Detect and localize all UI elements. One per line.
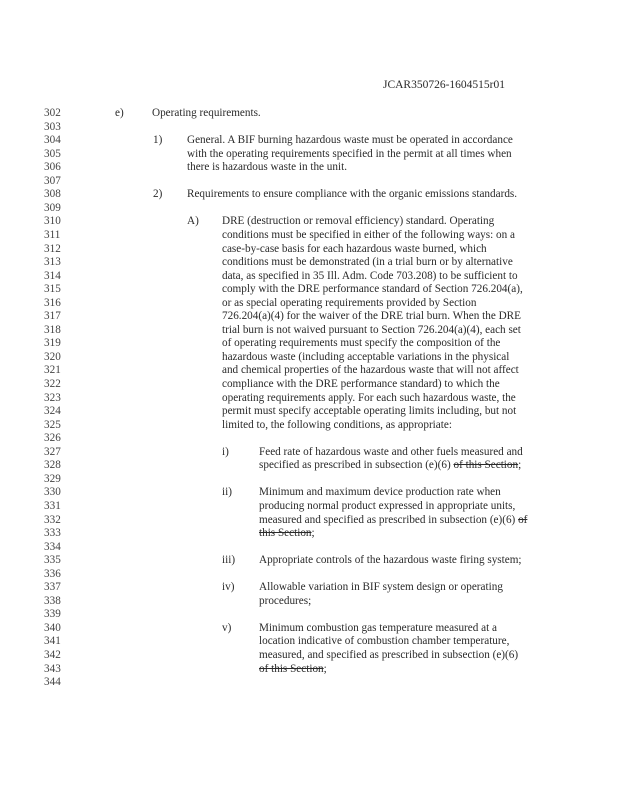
line-text (152, 107, 261, 121)
line-number: 309 (44, 201, 61, 214)
line-text (187, 188, 517, 202)
line-text (187, 134, 513, 148)
line-number: 319 (44, 337, 61, 350)
line-number: 306 (44, 161, 61, 174)
deleted-text: of this Section (259, 662, 324, 675)
text-segment: ; (518, 459, 522, 472)
text-segment: measured and specified as prescribed in subsection (e)(6) (259, 513, 519, 526)
line-text (222, 283, 523, 297)
line-text (259, 486, 501, 500)
line-number: 338 (44, 594, 61, 607)
text-segment: compliance with the DRE performance standard) to which the (222, 378, 500, 390)
line-number: 317 (44, 310, 61, 323)
line-number: 303 (44, 120, 61, 133)
text-segment: ; (311, 527, 315, 540)
line-text (222, 351, 509, 365)
text-segment: measured, and specified as prescribed in subsection (e)(6) (259, 649, 519, 661)
line-text (259, 446, 523, 460)
text-segment: Operating requirements. (152, 107, 261, 119)
text-segment: specified as prescribed in subsection (e)(6) (259, 459, 454, 472)
text-segment: ; (323, 662, 327, 675)
line-number: 321 (44, 364, 61, 377)
text-segment: hazardous waste (including acceptable variations in the physical (222, 350, 510, 363)
text-segment: data, as specified in 35 Ill. Adm. Code 703.208) to be sufficient to (222, 269, 518, 282)
line-text (259, 500, 515, 514)
line-number: 315 (44, 283, 61, 296)
line-number: 316 (44, 296, 61, 309)
text-segment: conditions must be specified in either of the following ways: on a (222, 228, 515, 241)
line-text (259, 514, 527, 528)
line-number: 335 (44, 554, 61, 567)
line-text (222, 364, 519, 378)
line-number: 305 (44, 147, 61, 160)
line-number: 326 (44, 432, 61, 445)
line-number: 329 (44, 472, 61, 485)
line-text (222, 215, 494, 229)
line-text (222, 392, 516, 406)
line-number: 334 (44, 540, 61, 553)
line-text (259, 649, 518, 663)
text-segment: Allowable variation in BIF system design or operating (259, 581, 503, 594)
line-text (259, 663, 327, 677)
line-number: 312 (44, 242, 61, 255)
enumeration-label: A) (187, 215, 199, 228)
text-segment: trial burn is not waived pursuant to Section 726.204(a)(4), each set (222, 323, 521, 336)
text-segment: Feed rate of hazardous waste and other fuels measured and (259, 445, 523, 458)
line-text (222, 419, 452, 433)
line-number: 320 (44, 350, 61, 363)
line-number: 313 (44, 256, 61, 269)
text-segment: permit must specify acceptable operating limits including, but not (222, 405, 517, 418)
deleted-text: of (518, 513, 528, 526)
line-number: 344 (44, 676, 61, 689)
line-text (259, 554, 522, 568)
line-number: 333 (44, 527, 61, 540)
line-number: 323 (44, 391, 61, 404)
text-segment: case-by-case basis for each hazardous waste burned, which (222, 242, 487, 255)
text-segment: and chemical properties of the hazardous waste that will not affect (222, 364, 519, 377)
line-text (222, 243, 487, 257)
document-id-header: JCAR350726-1604515r01 (382, 79, 505, 91)
line-text (222, 297, 476, 311)
text-segment: DRE (destruction or removal efficiency) standard. Operating (222, 215, 495, 228)
line-number: 302 (44, 107, 61, 119)
line-text (222, 256, 513, 270)
line-text (222, 310, 521, 324)
line-text (259, 635, 509, 649)
line-number: 330 (44, 486, 61, 499)
line-text (187, 161, 347, 175)
deleted-text: this Section (259, 527, 312, 540)
text-segment: Appropriate controls of the hazardous waste firing system; (259, 554, 522, 567)
line-number: 327 (44, 445, 61, 458)
line-number: 331 (44, 499, 61, 512)
text-segment: conditions must be demonstrated (in a trial burn or by alternative (222, 256, 513, 269)
text-segment: of operating requirements must specify the composition of the (222, 337, 501, 350)
text-segment: procedures; (259, 594, 312, 607)
line-text (259, 581, 503, 595)
line-text (222, 337, 500, 351)
enumeration-label: 1) (153, 134, 163, 147)
line-number: 325 (44, 418, 61, 431)
text-segment: Requirements to ensure compliance with the organic emissions standards. (187, 188, 518, 201)
line-number: 310 (44, 215, 61, 228)
text-segment: operating requirements apply. For each such hazardous waste, the (222, 391, 516, 404)
text-segment: or as special operating requirements provided by Section (222, 296, 477, 309)
text-segment: 726.204(a)(4) for the waiver of the DRE trial burn. When the DRE (222, 310, 521, 323)
line-number: 337 (44, 581, 61, 594)
line-number: 340 (44, 621, 61, 634)
line-number: 343 (44, 662, 61, 675)
text-segment: limited to, the following conditions, as appropriate: (222, 418, 452, 431)
line-text (222, 405, 516, 419)
enumeration-label: 2) (153, 188, 163, 201)
line-number: 332 (44, 513, 61, 526)
deleted-text: of this Section (453, 459, 519, 472)
text-segment: comply with the DRE performance standard of Section 726.204(a), (222, 283, 523, 296)
line-number: 342 (44, 649, 61, 661)
line-number: 324 (44, 405, 61, 418)
line-text (259, 527, 315, 541)
line-text (222, 229, 515, 243)
line-number: 311 (44, 228, 61, 241)
line-number: 322 (44, 378, 61, 390)
enumeration-label: e) (115, 107, 124, 119)
line-text (222, 324, 521, 338)
text-segment: Minimum and maximum device production rate when (259, 486, 501, 499)
text-segment: with the operating requirements specified in the permit at all times when (187, 147, 512, 160)
line-number: 336 (44, 567, 61, 580)
line-text (222, 378, 500, 392)
line-text (259, 595, 311, 609)
enumeration-label: iii) (222, 554, 236, 567)
text-segment: there is hazardous waste in the unit. (187, 161, 347, 174)
enumeration-label: iv) (222, 581, 235, 594)
text-segment: Minimum combustion gas temperature measured at a (259, 621, 497, 634)
line-number: 308 (44, 188, 61, 201)
enumeration-label: i) (222, 445, 229, 458)
line-text (187, 148, 512, 162)
line-number: 318 (44, 323, 61, 336)
enumeration-label: ii) (222, 486, 232, 499)
line-text (259, 459, 521, 473)
enumeration-label: v) (222, 621, 232, 634)
line-number: 341 (44, 635, 61, 648)
line-number: 339 (44, 608, 61, 621)
line-number: 304 (44, 134, 61, 147)
line-number: 307 (44, 174, 61, 187)
text-segment: location indicative of combustion chamber temperature, (259, 635, 510, 648)
text-segment: General. A BIF burning hazardous waste must be operated in accordance (187, 134, 513, 147)
line-number: 314 (44, 269, 61, 282)
text-segment: producing normal product expressed in appropriate units, (259, 499, 516, 512)
line-text (259, 622, 497, 636)
line-number: 328 (44, 459, 61, 472)
line-text (222, 270, 518, 284)
